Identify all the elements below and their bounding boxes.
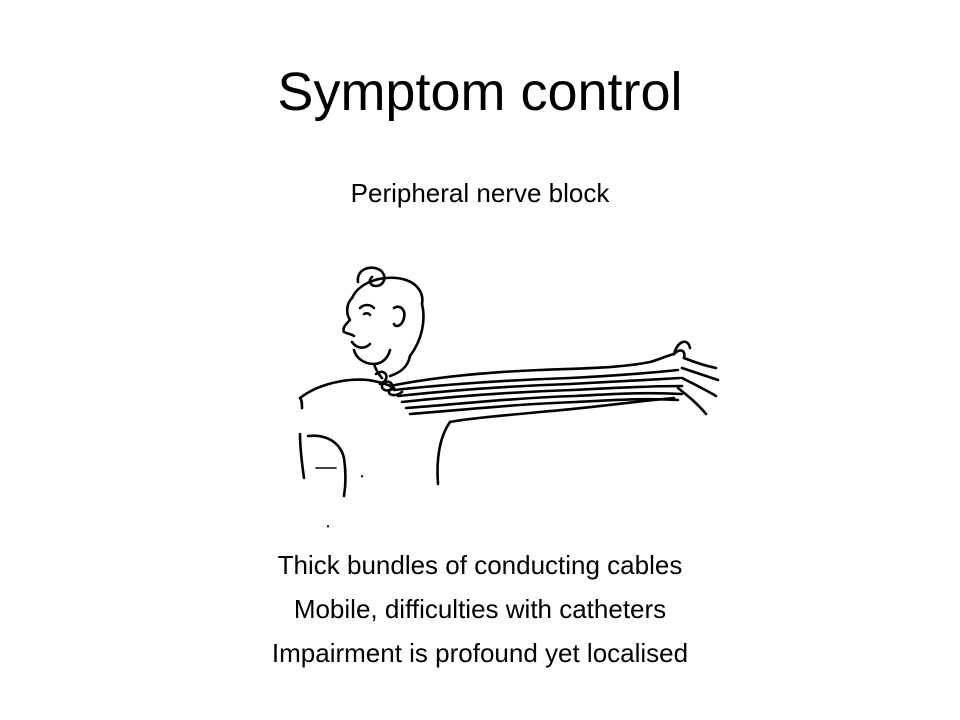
bullet-item: Impairment is profound yet localised [271, 638, 689, 668]
slide-subtitle: Peripheral nerve block [350, 178, 610, 208]
bullet-item: Mobile, difficulties with catheters [293, 594, 667, 624]
nerve-arm-illustration-icon [290, 258, 730, 528]
bullet-item: Thick bundles of conducting cables [277, 550, 683, 580]
slide-title: Symptom control [277, 62, 683, 122]
bullet-list [0, 543, 960, 675]
